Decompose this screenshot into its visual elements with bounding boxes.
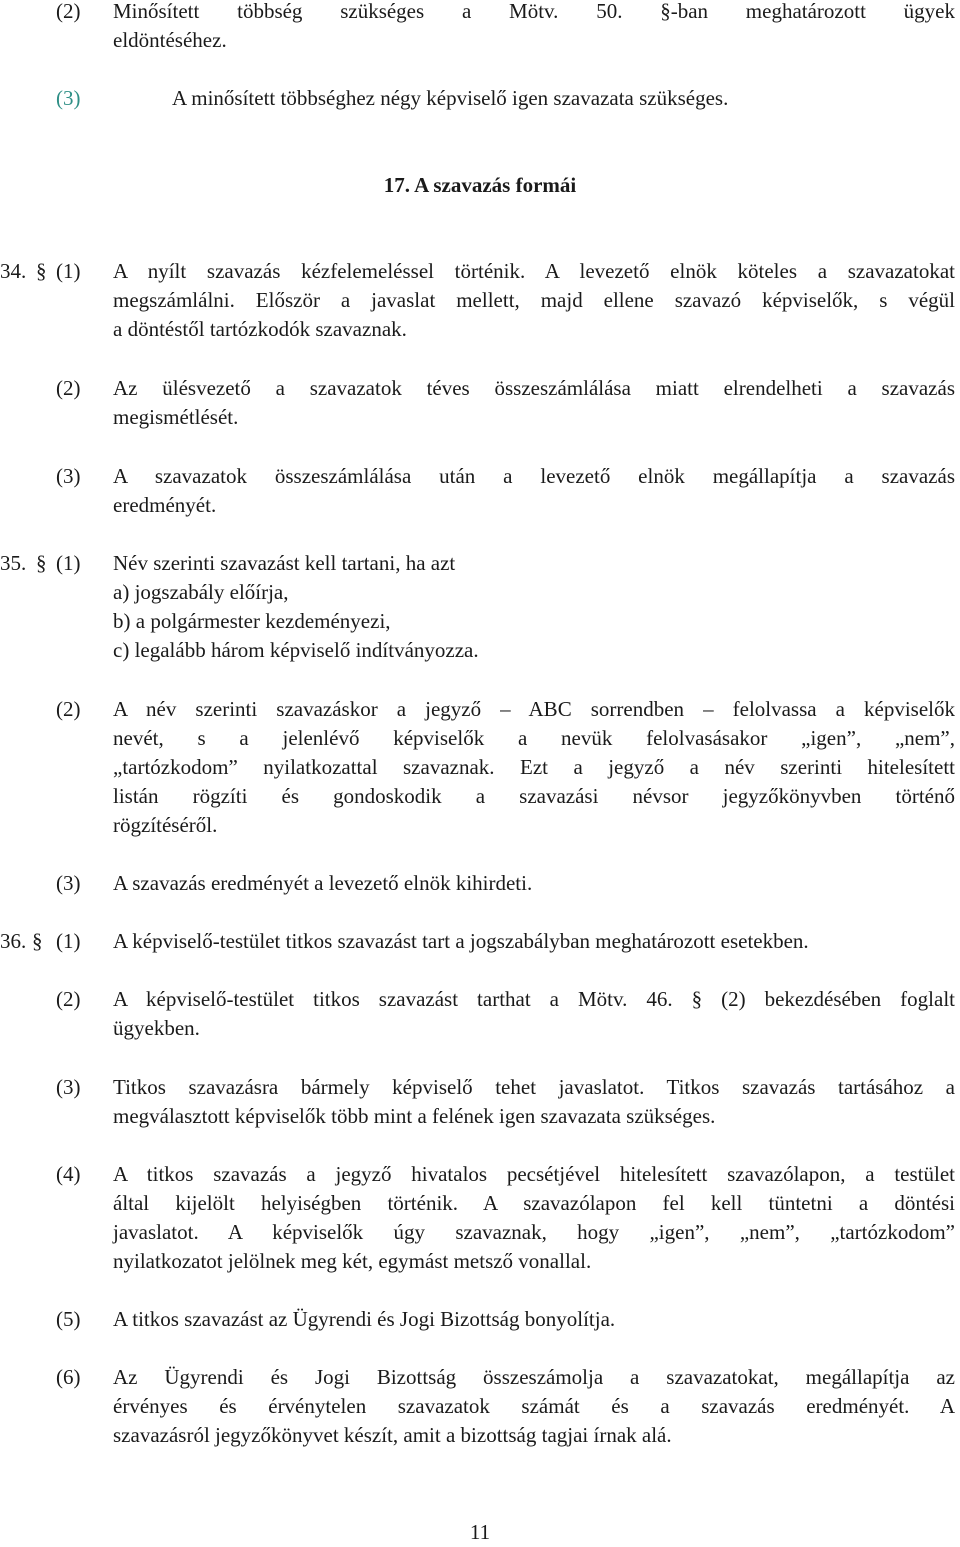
paragraph-text [113, 869, 955, 898]
paragraph-number: (2) [56, 987, 81, 1011]
paragraph-number: (3) [56, 464, 81, 488]
text-line: Az ülésvezető a szavazatok téves összeszámlálása miatt elrendelheti a szavazás [113, 376, 955, 400]
text-line: rögzítéséről. [113, 813, 218, 837]
text-line: megválasztott képviselők több mint a felének igen szavazata szükséges. [113, 1104, 716, 1128]
paragraph-number: (5) [56, 1307, 81, 1331]
text-line: Minősített többség szükséges a Mötv. 50. §-ban meghatározott ügyek [113, 0, 955, 23]
paragraph-text [172, 84, 955, 113]
text-line: A szavazatok összeszámlálása után a levezető elnök megállapítja a szavazás [113, 464, 955, 488]
list-item: c) legalább három képviselő indítványozza. [113, 638, 479, 662]
paragraph-number: (6) [56, 1365, 81, 1389]
paragraph-number: (2) [56, 0, 81, 23]
text-line: A név szerinti szavazáskor a jegyző – ABC sorrendben – felolvassa a képviselők [113, 697, 955, 721]
text-line: A minősített többséghez négy képviselő igen szavazata szükséges. [172, 86, 729, 110]
paragraph-number: (2) [56, 376, 81, 400]
paragraph-text [113, 1073, 955, 1131]
page-number: 11 [469, 1520, 491, 1544]
paragraph-text [113, 1160, 955, 1276]
text-line: szavazásról jegyzőkönyvet készít, amit a bizottság tagjai írnak alá. [113, 1423, 672, 1447]
paragraph-text [113, 985, 955, 1043]
paragraph-number: (4) [56, 1162, 81, 1186]
text-line: A képviselő-testület titkos szavazást tart a jogszabályban meghatározott esetekben. [113, 929, 809, 953]
text-line: „tartózkodom” nyilatkozattal szavaznak. Ezt a jegyző a név szerinti hitelesített [113, 755, 955, 779]
text-line: A titkos szavazás a jegyző hivatalos pecsétjével hitelesített szavazólapon, a testület [113, 1162, 955, 1186]
section-number: 34. [0, 259, 27, 283]
text-line: érvényes és érvénytelen szavazatok számát és a szavazás eredményét. A [113, 1394, 955, 1418]
paragraph-text [113, 462, 955, 520]
text-line: eredményét. [113, 493, 217, 517]
section-number: 36. [0, 929, 27, 953]
text-line: javaslatot. A képviselők úgy szavaznak, hogy „igen”, „nem”, „tartózkodom” [113, 1220, 955, 1244]
list-item: b) a polgármester kezdeményezi, [113, 609, 391, 633]
paragraph-text [113, 0, 955, 55]
section-symbol: § [32, 929, 43, 953]
paragraph-text [113, 257, 955, 344]
text-line: által kijelölt helyiségben történik. A szavazólapon fel kell tüntetni a döntési [113, 1191, 955, 1215]
text-line: A képviselő-testület titkos szavazást tarthat a Mötv. 46. § (2) bekezdésében foglalt [113, 987, 955, 1011]
text-line: A nyílt szavazás kézfelemeléssel történik. A levezető elnök köteles a szavazatokat [113, 259, 955, 283]
section-number: 35. [0, 551, 27, 575]
text-line: eldöntéséhez. [113, 28, 227, 52]
text-line: listán rögzíti és gondoskodik a szavazási névsor jegyzőkönyvben történő [113, 784, 955, 808]
paragraph-text [113, 1363, 955, 1450]
section-symbol: § [36, 259, 47, 283]
text-line: nevét, s a jelenlévő képviselők a nevük felolvasásakor „igen”, „nem”, [113, 726, 955, 750]
paragraph-number: (1) [56, 259, 81, 283]
text-line: nyilatkozatot jelölnek meg két, egymást metsző vonallal. [113, 1249, 592, 1273]
paragraph-text [113, 374, 955, 432]
paragraph-number: (3) [56, 871, 81, 895]
paragraph-number: (1) [56, 929, 81, 953]
paragraph-number: (3) [56, 1075, 81, 1099]
text-line: megszámlálni. Először a javaslat mellett, majd ellene szavazó képviselők, s végül [113, 288, 955, 312]
paragraph-number: (1) [56, 551, 81, 575]
text-line: ügyekben. [113, 1016, 200, 1040]
paragraph-number: (3) [56, 86, 81, 110]
text-line: megismétlését. [113, 405, 239, 429]
paragraph-number: (2) [56, 697, 81, 721]
list-item: a) jogszabály előírja, [113, 580, 289, 604]
section-symbol: § [36, 551, 47, 575]
paragraph-text [113, 1305, 955, 1334]
text-line: Név szerinti szavazást kell tartani, ha azt [113, 551, 456, 575]
section-heading: 17. A szavazás formái [383, 173, 577, 197]
text-line: A szavazás eredményét a levezető elnök kihirdeti. [113, 871, 533, 895]
text-line: a döntéstől tartózkodók szavaznak. [113, 317, 407, 341]
paragraph-text [113, 927, 955, 956]
paragraph-text [113, 695, 955, 840]
paragraph-text [113, 549, 955, 665]
text-line: A titkos szavazást az Ügyrendi és Jogi Bizottság bonyolítja. [113, 1307, 616, 1331]
text-line: Titkos szavazásra bármely képviselő tehet javaslatot. Titkos szavazás tartásához a [113, 1075, 955, 1099]
text-line: Az Ügyrendi és Jogi Bizottság összeszámolja a szavazatokat, megállapítja az [113, 1365, 955, 1389]
